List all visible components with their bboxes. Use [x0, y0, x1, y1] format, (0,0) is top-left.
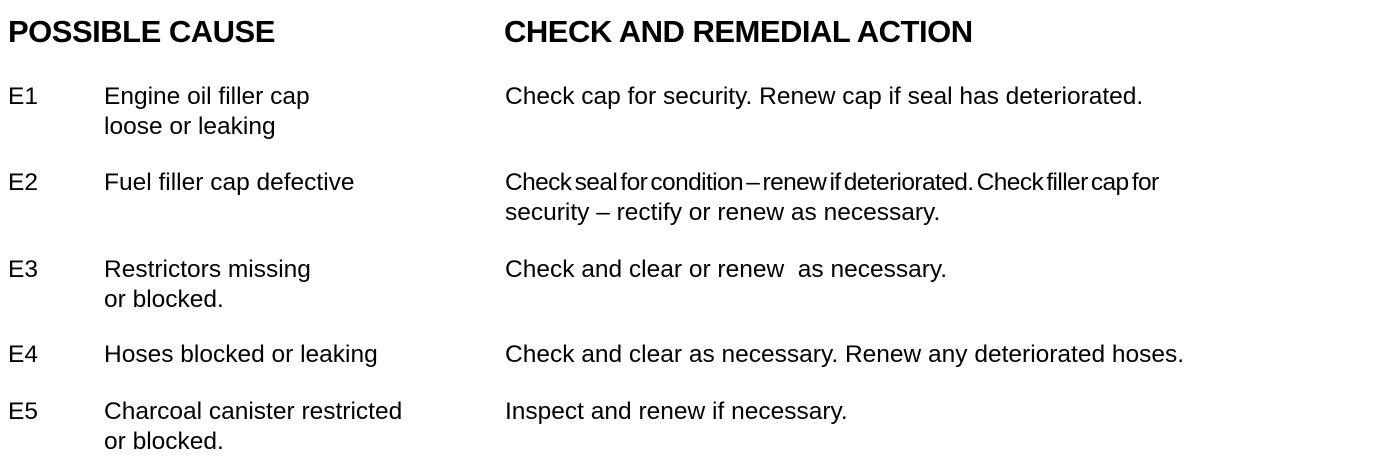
remedial-action — [505, 168, 1365, 228]
action-line: Check cap for security. Renew cap if seal has deteriorated. — [505, 83, 1144, 110]
possible-cause — [104, 255, 484, 315]
remedial-action — [505, 82, 1365, 112]
remedial-action — [505, 340, 1365, 370]
fault-code: E5 — [8, 398, 38, 425]
possible-cause — [104, 82, 484, 142]
fault-code: E4 — [8, 341, 38, 368]
possible-cause — [104, 397, 484, 457]
cause-line: Fuel filler cap defective — [104, 169, 355, 196]
cause-line: or blocked. — [104, 286, 224, 313]
cause-line: Engine oil filler cap — [104, 83, 310, 110]
remedial-action — [505, 397, 1365, 427]
action-line: Check seal for condition – renew if deteriorated. Check filler cap for — [505, 169, 1159, 196]
action-line: Check and clear as necessary. Renew any deteriorated hoses. — [505, 341, 1185, 368]
column-header-possible-cause: POSSIBLE CAUSE — [8, 14, 275, 49]
fault-code: E2 — [8, 169, 38, 196]
action-line: Inspect and renew if necessary. — [505, 398, 848, 425]
possible-cause — [104, 168, 484, 198]
cause-line: loose or leaking — [104, 113, 276, 140]
fault-code: E1 — [8, 83, 38, 110]
action-line: Check and clear or renew as necessary. — [505, 256, 948, 283]
cause-line: Charcoal canister restricted — [104, 398, 403, 425]
cause-line: Hoses blocked or leaking — [104, 341, 378, 368]
cause-line: or blocked. — [104, 428, 224, 455]
possible-cause — [104, 340, 484, 370]
column-header-check-and-remedial-action: CHECK AND REMEDIAL ACTION — [504, 14, 973, 49]
action-line: security – rectify or renew as necessary. — [505, 199, 941, 226]
remedial-action — [505, 255, 1365, 285]
cause-line: Restrictors missing — [104, 256, 311, 283]
fault-code: E3 — [8, 256, 38, 283]
